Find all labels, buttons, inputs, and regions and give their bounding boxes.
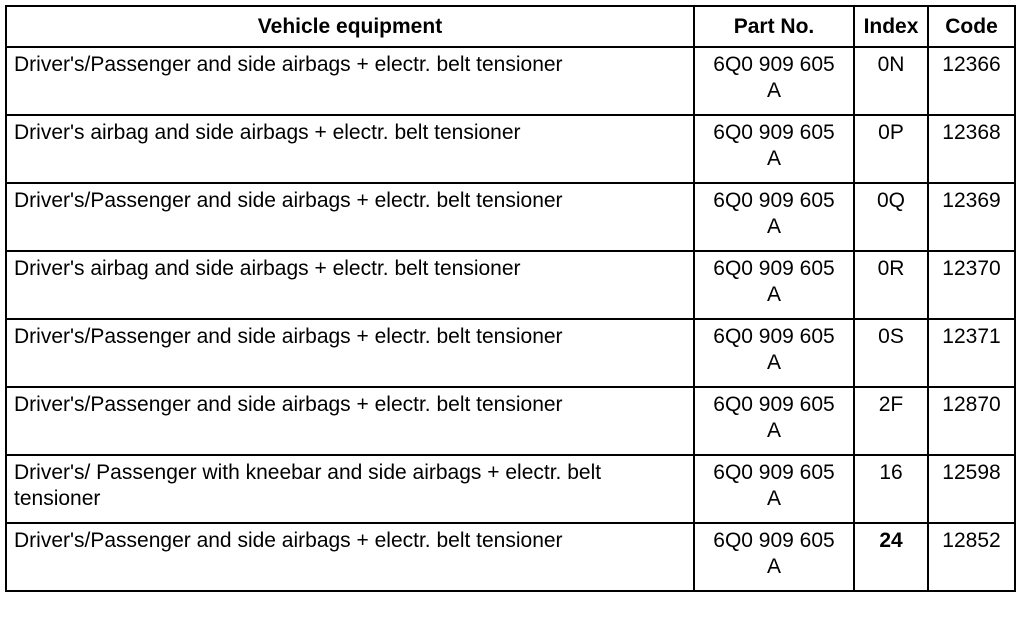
part-no-cell [694,47,854,115]
part-no-line2: A [766,351,781,374]
equipment-table [5,5,1016,592]
part-no-line2: A [766,283,781,306]
index-cell: 0P [854,115,928,183]
part-no-line2: A [766,487,781,510]
code-cell: 12370 [928,251,1015,319]
part-no-line1: 6Q0 909 605 [713,189,835,212]
index-cell: 0S [854,319,928,387]
equipment-cell: Driver's/Passenger and side airbags + electr. belt tensioner [6,319,694,387]
part-no-line1: 6Q0 909 605 [713,121,835,144]
part-no-cell [694,251,854,319]
part-no-line2: A [766,215,781,238]
index-cell: 0R [854,251,928,319]
part-no-line1: 6Q0 909 605 [713,53,835,76]
part-no-cell [694,319,854,387]
equipment-cell: Driver's/Passenger and side airbags + electr. belt tensioner [6,183,694,251]
part-no-line2: A [766,419,781,442]
equipment-cell: Driver's airbag and side airbags + electr. belt tensioner [6,115,694,183]
code-cell: 12369 [928,183,1015,251]
part-no-cell [694,523,854,591]
code-cell: 12366 [928,47,1015,115]
code-cell: 12598 [928,455,1015,523]
table-row [6,319,1015,387]
equipment-cell: Driver's/Passenger and side airbags + electr. belt tensioner [6,47,694,115]
part-no-line1: 6Q0 909 605 [713,257,835,280]
equipment-cell: Driver's airbag and side airbags + electr. belt tensioner [6,251,694,319]
part-no-cell [694,115,854,183]
table-row [6,115,1015,183]
part-no-line2: A [766,555,781,578]
code-cell: 12371 [928,319,1015,387]
code-cell: 12368 [928,115,1015,183]
index-cell: 24 [854,523,928,591]
header-code: Code [928,6,1015,47]
part-no-line2: A [766,147,781,170]
table-row [6,183,1015,251]
header-vehicle-equipment: Vehicle equipment [6,6,694,47]
equipment-cell: Driver's/Passenger and side airbags + electr. belt tensioner [6,523,694,591]
table-row [6,251,1015,319]
index-cell: 2F [854,387,928,455]
part-no-cell [694,455,854,523]
code-cell: 12852 [928,523,1015,591]
part-no-line1: 6Q0 909 605 [713,529,835,552]
code-cell: 12870 [928,387,1015,455]
part-no-line1: 6Q0 909 605 [713,393,835,416]
part-no-line1: 6Q0 909 605 [713,461,835,484]
table-row [6,523,1015,591]
part-no-line1: 6Q0 909 605 [713,325,835,348]
index-cell: 0N [854,47,928,115]
table-row [6,455,1015,523]
index-cell: 16 [854,455,928,523]
part-no-cell [694,387,854,455]
header-row [6,6,1015,47]
table-row [6,387,1015,455]
equipment-cell: Driver's/Passenger and side airbags + electr. belt tensioner [6,387,694,455]
equipment-cell: Driver's/ Passenger with kneebar and side airbags + electr. belt tensioner [6,455,694,523]
part-no-cell [694,183,854,251]
header-index: Index [854,6,928,47]
table-row [6,47,1015,115]
index-cell: 0Q [854,183,928,251]
part-no-line2: A [766,79,781,102]
header-part-no: Part No. [694,6,854,47]
